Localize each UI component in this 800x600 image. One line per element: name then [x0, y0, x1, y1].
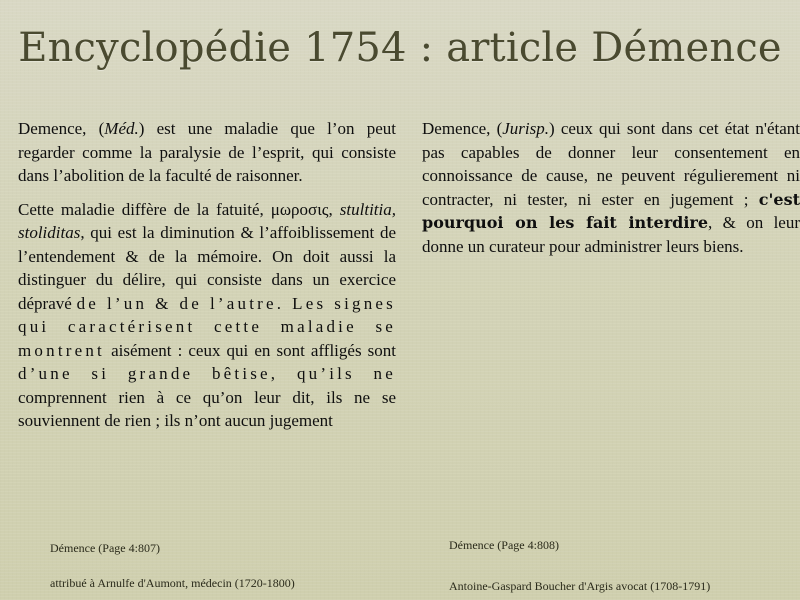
text-run: comprennent rien à ce qu’on leur dit, ils ne se souviennent de rien ; ils n’ont aucun jugement [18, 387, 396, 430]
abbrev-jurisp: Jurisp. [502, 119, 549, 138]
text-run: Cette maladie diffère de la fatuité, μωροσις, [18, 199, 340, 219]
medical-paragraph-1 [18, 117, 396, 188]
text-run: Demence, ( [18, 119, 105, 138]
page-title: Encyclopédie 1754 : article Démence [18, 25, 782, 71]
text-run: ) est une maladie que l’on peut regarder comme la paralysie de l’esprit, qui consiste dans l’abolition de la faculté de raisonner. [18, 119, 396, 185]
text-run: , qui est la diminution & l’affoiblissement de l’entendement & de la mémoire. On doit aussi la distinguer du délire, qui consiste dans un exercice dépravé [18, 223, 396, 313]
article-medical [18, 117, 396, 447]
text-run: , & on leur donne un curateur pour administrer leurs biens. [422, 213, 800, 256]
text-run-spaced: de l’un & de l’autre. Les signes qui caractérisent cette maladie se montrent [18, 293, 396, 360]
text-run-spaced: d’une si grande bêtise, qu’ils ne [18, 364, 396, 383]
right-author-credit: Antoine-Gaspard Boucher d'Argis avocat (1708-1791) [449, 579, 711, 593]
bold-phrase: c'est pourquoi on les fait interdire [422, 189, 800, 232]
article-jurisprudence [422, 117, 800, 272]
text-run: Demence, ( [422, 119, 503, 138]
medical-paragraph-2 [18, 198, 396, 433]
text-run: aisément : ceux qui en sont affligés sont [104, 340, 396, 360]
right-page-reference: Démence (Page 4:808) [449, 538, 559, 552]
left-author-credit: attribué à Arnulfe d'Aumont, médecin (1720-1800) [50, 576, 295, 590]
jurisprudence-paragraph [422, 117, 800, 258]
latin-terms: stultitia, stoliditas [18, 199, 396, 242]
text-run: ) ceux qui sont dans cet état n'étant pas capables de donner leur consentement en connoissance de cause, ne peuvent régulierement ni contracter, ni tester, ni ester en jugement ; [422, 119, 800, 209]
left-page-reference: Démence (Page 4:807) [50, 541, 160, 555]
abbrev-med: Méd. [104, 119, 139, 138]
